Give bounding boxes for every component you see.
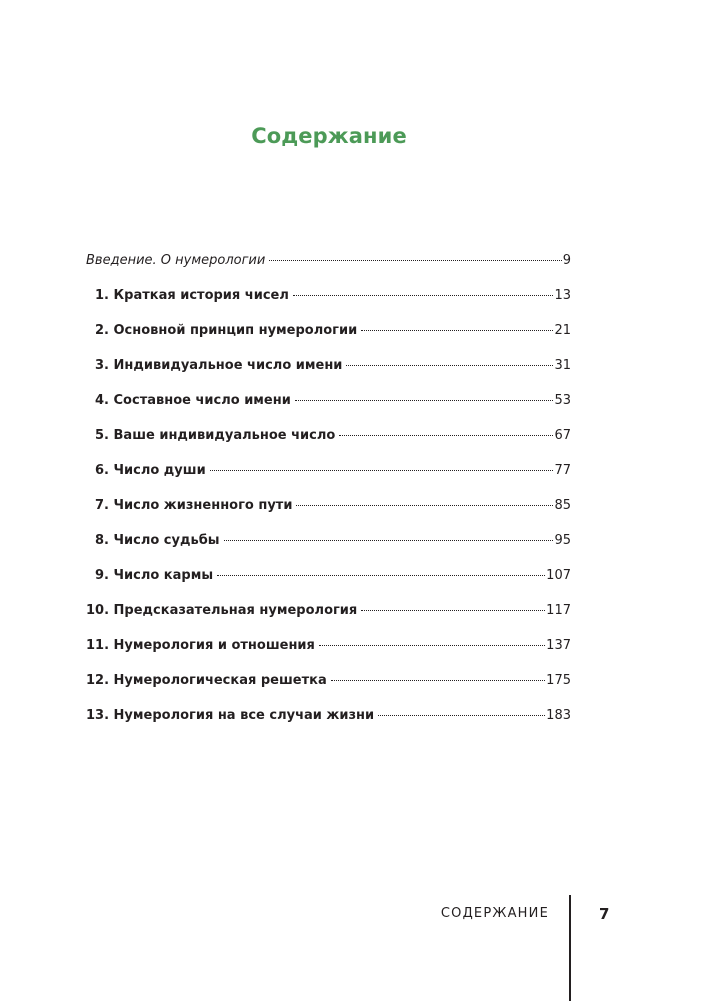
toc-entry-title: 9. Число кармы bbox=[95, 568, 214, 583]
toc-entry-page: 117 bbox=[546, 603, 571, 618]
toc-entry-title: 10. Предсказательная нумерология bbox=[86, 603, 358, 618]
running-footer-section: СОДЕРЖАНИЕ bbox=[440, 906, 549, 921]
toc-entry-page: 175 bbox=[546, 673, 571, 688]
toc-entry[interactable] bbox=[86, 532, 571, 567]
toc-entry-page: 95 bbox=[554, 533, 571, 548]
toc-entry-page: 9 bbox=[562, 253, 571, 268]
toc-entry[interactable] bbox=[86, 567, 571, 602]
toc-entry-page: 67 bbox=[554, 428, 571, 443]
toc-entry[interactable] bbox=[86, 392, 571, 427]
toc-dot-leader bbox=[293, 295, 554, 296]
toc-dot-leader bbox=[269, 260, 561, 261]
toc-entry-title: 13. Нумерология на все случаи жизни bbox=[86, 708, 375, 723]
footer-divider bbox=[569, 895, 571, 1001]
toc-entry-title: 4. Составное число имени bbox=[95, 393, 291, 408]
toc-dot-leader bbox=[319, 645, 545, 646]
toc-entry-title: 5. Ваше индивидуальное число bbox=[95, 428, 336, 443]
toc-entry[interactable] bbox=[86, 427, 571, 462]
toc-entry-page: 137 bbox=[546, 638, 571, 653]
toc-entry-title: 11. Нумерология и отношения bbox=[86, 638, 315, 653]
toc-entry[interactable] bbox=[86, 637, 571, 672]
toc-dot-leader bbox=[361, 330, 553, 331]
toc-entry[interactable] bbox=[86, 602, 571, 637]
toc-entry-title: 8. Число судьбы bbox=[95, 533, 220, 548]
toc-dot-leader bbox=[296, 505, 553, 506]
toc-entry[interactable] bbox=[86, 357, 571, 392]
toc-dot-leader bbox=[224, 540, 554, 541]
toc-entry[interactable] bbox=[86, 462, 571, 497]
toc-dot-leader bbox=[378, 715, 545, 716]
toc-dot-leader bbox=[361, 610, 545, 611]
toc-entry-title: 3. Индивидуальное число имени bbox=[95, 358, 343, 373]
toc-entry-title: 12. Нумерологическая решетка bbox=[86, 673, 327, 688]
table-of-contents bbox=[86, 252, 571, 742]
page-number: 7 bbox=[599, 905, 610, 923]
toc-dot-leader bbox=[346, 365, 553, 366]
toc-dot-leader bbox=[339, 435, 553, 436]
toc-entry-title: Введение. О нумерологии bbox=[86, 253, 266, 268]
toc-entry-page: 107 bbox=[546, 568, 571, 583]
toc-entry-page: 21 bbox=[554, 323, 571, 338]
toc-dot-leader bbox=[295, 400, 554, 401]
toc-entry-page: 77 bbox=[554, 463, 571, 478]
toc-entry-page: 183 bbox=[546, 708, 571, 723]
toc-entry-title: 1. Краткая история чисел bbox=[95, 288, 289, 303]
toc-entry-page: 13 bbox=[554, 288, 571, 303]
toc-entry[interactable] bbox=[86, 497, 571, 532]
toc-dot-leader bbox=[331, 680, 545, 681]
toc-entry[interactable] bbox=[86, 252, 571, 287]
toc-entry-page: 85 bbox=[554, 498, 571, 513]
toc-dot-leader bbox=[217, 575, 545, 576]
toc-entry-title: 2. Основной принцип нумерологии bbox=[95, 323, 358, 338]
toc-entry[interactable] bbox=[86, 707, 571, 742]
toc-entry-page: 53 bbox=[554, 393, 571, 408]
toc-entry-title: 7. Число жизненного пути bbox=[95, 498, 293, 513]
toc-entry-page: 31 bbox=[554, 358, 571, 373]
page-title: Содержание bbox=[251, 124, 407, 148]
toc-dot-leader bbox=[210, 470, 554, 471]
toc-entry[interactable] bbox=[86, 672, 571, 707]
toc-entry[interactable] bbox=[86, 322, 571, 357]
toc-entry-title: 6. Число души bbox=[95, 463, 206, 478]
toc-entry[interactable] bbox=[86, 287, 571, 322]
